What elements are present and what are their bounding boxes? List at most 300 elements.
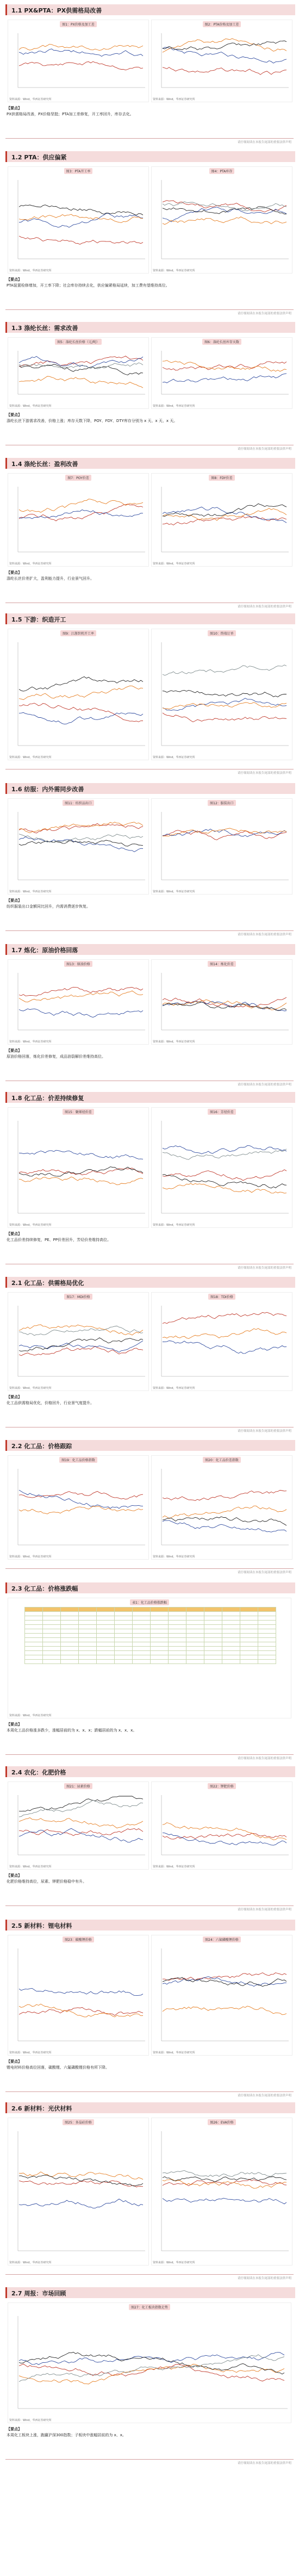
table-row: [25, 1642, 276, 1647]
chart-source: 资料来源：Wind，华西证券研究所: [9, 269, 52, 272]
series-line: [163, 665, 286, 675]
series-line: [163, 1490, 286, 1500]
key-points: [7, 1873, 292, 1885]
chart-caption-text: 图25：多晶硅价格: [63, 2119, 94, 2125]
series-line: [19, 49, 143, 57]
chart-figure: [8, 1935, 149, 2056]
series-line: [163, 361, 286, 371]
key-points-text: PTA装置检修增加，开工率下降；社会库存持续去化，供应偏紧格局延续，加工费有望维持高位。: [7, 283, 170, 288]
chart-figure: [8, 959, 149, 1045]
chart-caption-text: 图2：PTA价格及加工差: [203, 21, 241, 27]
chart-svg: [9, 1462, 147, 1551]
report-section: [0, 458, 299, 610]
series-line: [19, 1490, 143, 1509]
table-row: [25, 1621, 276, 1625]
key-points-text: 涤纶长丝价差扩大，盈利能力提升，行业景气回升。: [7, 576, 94, 581]
chart-source: 资料来源：Wind，华西证券研究所: [9, 562, 52, 566]
report-section: [0, 322, 299, 452]
chart-caption-text: 图8：FDY价差: [209, 475, 234, 481]
series-line: [163, 2180, 286, 2186]
section-header: [5, 944, 295, 955]
series-line: [19, 376, 143, 388]
chart-source: 资料来源：Wind，华西证券研究所: [9, 2261, 52, 2264]
chart-figure: [151, 798, 292, 895]
report-section: [0, 783, 299, 938]
series-line: [163, 830, 286, 840]
footer-disclaimer: 请仔细阅读在本报告尾部的重要法律声明: [237, 1908, 291, 1911]
chart-figure: [151, 337, 292, 409]
table-row: [25, 1655, 276, 1660]
key-points: [7, 277, 292, 289]
chart-svg: [153, 344, 291, 401]
key-points-title: 【要点】: [7, 413, 22, 417]
series-line: [19, 2172, 143, 2180]
chart-caption-text: 图24：六氟磷酸锂价格: [203, 1936, 241, 1942]
section-title: 1.4 涤纶长丝：盈利改善: [11, 461, 78, 468]
footer-disclaimer: 请仔细阅读在本报告尾部的重要法律声明: [237, 1083, 291, 1087]
chart-figure: [8, 1292, 149, 1391]
key-points-title: 【要点】: [7, 1232, 22, 1236]
series-line: [163, 698, 286, 711]
key-points-title: 【要点】: [7, 570, 22, 575]
series-line: [19, 236, 143, 244]
chart-plot: [153, 1942, 291, 2047]
chart-caption-text: 图26：EVA价格: [208, 2119, 235, 2125]
section-header: [5, 613, 295, 624]
key-points-title: 【要点】: [7, 898, 22, 903]
series-line: [19, 1150, 143, 1159]
series-line: [163, 374, 286, 383]
section-divider: [5, 138, 294, 139]
chart-source: 资料来源：Wind，华西证券研究所: [153, 2261, 195, 2264]
section-title: 1.8 化工品：价差持续修复: [11, 1095, 84, 1102]
series-line: [19, 1177, 143, 1185]
footer-disclaimer: 请仔细阅读在本报告尾部的重要法律声明: [237, 141, 291, 144]
series-line: [19, 44, 143, 51]
chart-source: 资料来源：Wind，华西证券研究所: [153, 2051, 195, 2054]
chart-svg: [153, 173, 291, 265]
chart-plot: [153, 173, 291, 265]
chart-source: 资料来源：Wind，华西证券研究所: [9, 98, 52, 101]
footer-disclaimer: 请仔细阅读在本报告尾部的重要法律声明: [237, 448, 291, 451]
series-line: [19, 2364, 284, 2381]
chart-caption-text: 图20：化工品价差指数: [203, 1457, 241, 1463]
chart-figure: [8, 2302, 291, 2423]
section-header: [5, 1277, 295, 1288]
section-header: [5, 1092, 295, 1103]
chart-caption-text: 图18：TDI价格: [208, 1294, 235, 1300]
series-line: [19, 510, 143, 519]
section-divider: [5, 1905, 294, 1906]
key-points: [7, 1722, 292, 1734]
series-line: [19, 676, 143, 691]
chart-plot: [9, 173, 147, 265]
series-line: [163, 39, 286, 52]
section-title: 2.1 化工品：供需格局优化: [11, 1280, 84, 1287]
section-title: 2.3 化工品：价格涨跌幅: [11, 1585, 78, 1592]
table-row: [25, 1651, 276, 1655]
series-line: [19, 837, 143, 852]
chart-svg: [153, 636, 291, 752]
report-section: [0, 1440, 299, 1576]
series-line: [163, 1001, 286, 1011]
report-section: [0, 944, 299, 1088]
chart-figure: [151, 1455, 292, 1560]
series-line: [163, 1175, 286, 1188]
chart-svg: [9, 1114, 147, 1220]
key-points: [7, 412, 292, 424]
chart-svg: [153, 966, 291, 1036]
section-title: 2.6 新材料：光伏材料: [11, 2105, 72, 2112]
chart-svg: [9, 173, 147, 265]
table-header: [79, 1607, 97, 1612]
chart-source: 资料来源：Wind，华西证券研究所: [9, 1387, 52, 1390]
chart-plot: [153, 2125, 291, 2257]
chart-source: 资料来源：Wind，华西证券研究所: [153, 1387, 195, 1390]
series-line: [19, 1988, 143, 1995]
series-line: [19, 2352, 284, 2365]
chart-caption-text: 图16：芳烃价差: [208, 1109, 236, 1115]
section-header: [5, 4, 295, 15]
series-line: [163, 1973, 286, 1981]
chart-plot: [153, 1462, 291, 1551]
chart-source: 资料来源：Wind，华西证券研究所: [9, 1224, 52, 1227]
chart-svg: [9, 966, 147, 1036]
table-row: [25, 1616, 276, 1621]
section-title: 2.5 新材料：锂电材料: [11, 1922, 72, 1929]
series-line: [19, 1818, 143, 1828]
key-points-text: 纺织服装出口金额同比回升，内需消费逐步恢复。: [7, 904, 90, 909]
report-section: [0, 2102, 299, 2282]
section-title: 1.7 炼化：原油价格回落: [11, 947, 78, 954]
chart-svg: [9, 1789, 147, 1861]
series-line: [163, 1149, 286, 1159]
chart-figure: [8, 1107, 149, 1228]
chart-plot: [153, 1789, 291, 1861]
section-title: 2.4 农化：化肥价格: [11, 1769, 66, 1776]
key-points-title: 【要点】: [7, 1873, 22, 1878]
chart-source: 资料来源：Wind，华西证券研究所: [9, 890, 52, 893]
chart-caption-text: 图13：原油价格: [64, 961, 92, 967]
section-divider: [5, 2274, 294, 2275]
series-line: [19, 686, 143, 699]
section-title: 1.3 涤纶长丝：需求改善: [11, 325, 78, 332]
table-header: [133, 1607, 151, 1612]
footer-disclaimer: 请仔细阅读在本报告尾部的重要法律声明: [237, 933, 291, 936]
section-header: [5, 1440, 295, 1451]
table-row: [25, 1638, 276, 1642]
chart-figure: [151, 166, 292, 274]
table-header: [151, 1607, 169, 1612]
chart-figure: [151, 20, 292, 102]
section-title: 2.7 周报：市场回顾: [11, 2290, 66, 2297]
chart-plot: [9, 27, 147, 94]
chart-plot: [153, 805, 291, 886]
section-header: [5, 1920, 295, 1931]
chart-figure: [151, 629, 292, 760]
series-line: [19, 987, 143, 996]
chart-source: 资料来源：Wind，华西证券研究所: [9, 2051, 52, 2054]
table-row: [25, 1660, 276, 1664]
chart-caption: [8, 1599, 291, 1605]
section-header: [5, 1582, 295, 1593]
chart-source: 资料来源：Wind，华西证券研究所: [153, 1555, 195, 1559]
chart-svg: [9, 805, 147, 886]
price-change-table: [24, 1607, 276, 1664]
footer-disclaimer: 请仔细阅读在本报告尾部的重要法律声明: [237, 2094, 291, 2097]
chart-caption-text: 图9：江浙织机开工率: [60, 630, 96, 636]
chart-caption-text: 图3：PTA开工率: [64, 168, 93, 174]
series-line: [19, 1326, 143, 1335]
series-line: [19, 834, 143, 842]
section-header: [5, 2287, 295, 2298]
section-header: [5, 151, 295, 162]
series-line: [163, 1517, 286, 1525]
chart-figure: [8, 1782, 149, 1870]
chart-source: 资料来源：Wind，华西证券研究所: [153, 756, 195, 759]
table-header: [97, 1607, 115, 1612]
chart-source: 资料来源：Wind，华西证券研究所: [153, 562, 195, 566]
series-line: [19, 1800, 143, 1817]
series-line: [163, 703, 286, 709]
chart-source: 资料来源：Wind，华西证券研究所: [9, 1040, 52, 1044]
chart-svg: [153, 1789, 291, 1861]
table-row: [25, 1634, 276, 1638]
chart-svg: [9, 480, 147, 558]
report-section: [0, 1582, 299, 1762]
chart-plot: [153, 966, 291, 1036]
chart-plot: [153, 344, 291, 401]
key-points: [7, 1394, 292, 1406]
chart-plot: [9, 1299, 147, 1383]
series-line: [19, 1796, 143, 1811]
series-line: [19, 822, 143, 833]
chart-svg: [153, 480, 291, 558]
chart-plot: [9, 344, 147, 401]
section-header: [5, 1766, 295, 1777]
chart-caption-text: 图10：终端订单: [208, 630, 236, 636]
chart-svg: [153, 805, 291, 886]
chart-source: 资料来源：Wind，华西证券研究所: [153, 1224, 195, 1227]
report-section: [0, 1920, 299, 2099]
chart-plot: [9, 2310, 290, 2415]
report-section: [0, 1277, 299, 1435]
series-line: [19, 504, 143, 521]
chart-source: 资料来源：Wind，华西证券研究所: [9, 1865, 52, 1869]
series-line: [163, 2198, 286, 2204]
series-line: [163, 202, 286, 211]
table-header: [258, 1607, 276, 1612]
series-line: [163, 997, 286, 1007]
series-line: [19, 840, 143, 846]
series-line: [163, 1520, 286, 1532]
series-line: [19, 214, 143, 222]
chart-figure: [151, 473, 292, 567]
series-line: [163, 41, 286, 50]
chart-plot: [9, 636, 147, 752]
chart-figure: [8, 798, 149, 895]
chart-plot: [9, 1789, 147, 1861]
chart-svg: [153, 1299, 291, 1383]
series-line: [19, 356, 143, 367]
key-points-text: 本周化工板块上涨，跑赢沪深300指数；子板块中涨幅居前的为 x、x。: [7, 2433, 126, 2437]
table-header: [25, 1607, 43, 1612]
chart-caption-text: 图4：PTA库存: [209, 168, 235, 174]
section-title: 1.5 下游：织造开工: [11, 616, 66, 623]
series-line: [163, 517, 286, 525]
footer-disclaimer: 请仔细阅读在本报告尾部的重要法律声明: [237, 2277, 291, 2280]
table-header: [240, 1607, 258, 1612]
chart-caption-text: 图11：纺织品出口: [63, 800, 94, 806]
section-header: [5, 2102, 295, 2113]
series-line: [163, 2170, 286, 2176]
series-line: [19, 703, 143, 722]
chart-figure: [8, 629, 149, 760]
series-line: [19, 1506, 143, 1514]
section-divider: [5, 2091, 294, 2092]
series-line: [19, 1829, 143, 1836]
table-row: [25, 1625, 276, 1629]
chart-plot: [153, 480, 291, 558]
series-line: [19, 61, 143, 70]
footer-disclaimer: 请仔细阅读在本报告尾部的重要法律声明: [237, 312, 291, 315]
chart-source: 资料来源：Wind，华西证券研究所: [153, 1040, 195, 1044]
report-section: [0, 1092, 299, 1271]
chart-caption-text: 图23：碳酸锂价格: [63, 1936, 94, 1942]
series-line: [163, 1146, 286, 1154]
chart-svg: [153, 27, 291, 94]
series-line: [163, 67, 286, 75]
key-points: [7, 1048, 292, 1060]
series-line: [19, 2007, 143, 2015]
chart-figure: [151, 2118, 292, 2265]
key-points-title: 【要点】: [7, 1722, 22, 1727]
series-line: [19, 1167, 143, 1176]
table-row: [25, 1612, 276, 1616]
chart-svg: [153, 1114, 291, 1220]
chart-svg: [9, 1299, 147, 1383]
series-line: [19, 205, 143, 215]
chart-figure: [151, 1935, 292, 2056]
key-points-title: 【要点】: [7, 1048, 22, 1053]
section-divider: [5, 1754, 294, 1755]
key-points-text: 化工品价差持续修复，PE、PP价差回升，芳烃价差维持高位。: [7, 1238, 111, 1242]
report-section: [0, 613, 299, 777]
key-points-title: 【要点】: [7, 2427, 22, 2431]
series-line: [19, 991, 143, 1002]
section-title: 2.2 化工品：价格跟踪: [11, 1443, 72, 1450]
chart-caption-text: 图5：涤纶长丝价格（元/吨）: [55, 339, 102, 345]
series-line: [19, 2175, 143, 2186]
key-points-text: 锂电材料价格高位回落，碳酸锂、六氟磷酸锂价格有所下降。: [7, 2065, 109, 2070]
chart-figure: [8, 1598, 291, 1718]
table-header: [61, 1607, 79, 1612]
chart-source: 资料来源：Wind，华西证券研究所: [153, 890, 195, 893]
section-header: [5, 322, 295, 333]
series-line: [19, 2004, 143, 2017]
chart-plot: [9, 1114, 147, 1220]
chart-source: 资料来源：Wind，华西证券研究所: [153, 1865, 195, 1869]
chart-figure: [8, 2118, 149, 2265]
series-line: [163, 1506, 286, 1518]
section-divider: [5, 309, 294, 310]
footer-disclaimer: 请仔细阅读在本报告尾部的重要法律声明: [237, 1267, 291, 1270]
key-points-title: 【要点】: [7, 106, 22, 110]
table-header: [169, 1607, 186, 1612]
footer-disclaimer: 请仔细阅读在本报告尾部的重要法律声明: [237, 1571, 291, 1574]
series-line: [163, 1833, 286, 1839]
chart-plot: [9, 480, 147, 558]
series-line: [19, 1009, 143, 1017]
table-header: [222, 1607, 240, 1612]
key-points: [7, 2059, 292, 2071]
series-line: [19, 213, 143, 227]
chart-caption-text: 图7：POY价差: [65, 475, 91, 481]
section-title: 1.1 PX&PTA：PX供需格局改善: [11, 7, 102, 14]
section-title: 1.2 PTA：供应偏紧: [11, 154, 67, 161]
report-section: [0, 2287, 299, 2467]
table-header: [204, 1607, 222, 1612]
chart-svg: [9, 344, 147, 401]
chart-caption-text: 图19：化工品价格指数: [59, 1457, 97, 1463]
section-divider: [5, 930, 294, 931]
chart-svg: [9, 27, 147, 94]
footer-disclaimer: 请仔细阅读在本报告尾部的重要法律声明: [237, 1430, 291, 1433]
table-row: [25, 1629, 276, 1634]
key-points-text: 化肥价格维持高位，尿素、钾肥价格稳中有升。: [7, 1879, 86, 1884]
key-points: [7, 1231, 292, 1243]
section-header: [5, 783, 295, 794]
chart-svg: [153, 1942, 291, 2047]
series-line: [163, 1977, 286, 1987]
series-line: [163, 207, 286, 222]
chart-plot: [153, 636, 291, 752]
section-title: 1.6 纺服：内外需同步改善: [11, 786, 84, 793]
chart-caption-text: 图15：聚烯烃价差: [63, 1109, 94, 1115]
chart-caption-text: 图21：尿素价格: [64, 1783, 92, 1789]
report-section: [0, 1766, 299, 1913]
footer-disclaimer: 请仔细阅读在本报告尾部的重要法律声明: [237, 605, 291, 609]
chart-plot: [153, 27, 291, 94]
chart-caption-text: 图22：钾肥价格: [208, 1783, 236, 1789]
footer-disclaimer: 请仔细阅读在本报告尾部的重要法律声明: [237, 772, 291, 775]
chart-svg: [153, 2125, 291, 2257]
key-points: [7, 898, 292, 910]
series-line: [163, 1833, 286, 1845]
series-line: [19, 2199, 143, 2208]
key-points-text: PX供需格局改善，PX价格坚挺；PTA加工差修复，开工率回升，库存去化。: [7, 112, 134, 116]
series-line: [163, 504, 286, 516]
chart-source: 资料来源：Wind，华西证券研究所: [153, 269, 195, 272]
footer-disclaimer: 请仔细阅读在本报告尾部的重要法律声明: [237, 1757, 291, 1760]
section-divider: [5, 2459, 294, 2460]
series-line: [163, 690, 286, 697]
series-line: [163, 1170, 286, 1181]
chart-plot: [9, 805, 147, 886]
report-section: [0, 151, 299, 317]
chart-plot: [9, 2125, 147, 2257]
section-header: [5, 458, 295, 469]
chart-source: 资料来源：Wind，华西证券研究所: [9, 2419, 52, 2422]
chart-caption-text: 图12：服装出口: [208, 800, 236, 806]
chart-plot: [153, 1114, 291, 1220]
chart-source: 资料来源：Wind，华西证券研究所: [153, 98, 195, 101]
chart-figure: [151, 1782, 292, 1870]
series-line: [163, 713, 286, 722]
table-header: [43, 1607, 61, 1612]
report-section: [0, 4, 299, 146]
chart-source: 资料来源：Wind，华西证券研究所: [9, 1555, 52, 1559]
